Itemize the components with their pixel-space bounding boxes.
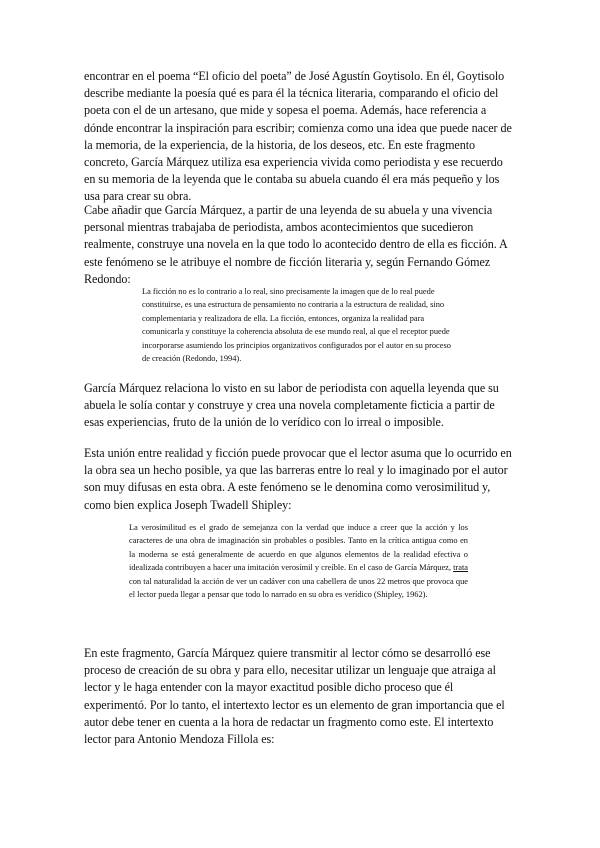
paragraph-goytisolo: encontrar en el poema “El oficio del poeta” de José Agustín Goytisolo. En él, Goytisolo describe mediante la poesía qué es para él la técnica literaria, comparando el oficio del poeta con el de un artesano, que mide y sopesa el poema. Además, hace referencia a dónde encontrar la inspiración para escribir; comienza como una idea que puede nacer de la memoria, de la experiencia, de la historia, de los deseos, etc. En este fragmento concreto, García Márquez utiliza esa experiencia vivida como periodista y ese recuerdo en su memoria de la leyenda que le contaba su abuela cuando él era más pequeño y los usa para crear su obra. <box>84 69 512 204</box>
quote-text-before: La verosimilitud es el grado de semejanza con la verdad que induce a creer que la acción y los caracteres de una obra de imaginación sin probables o posibles. Tanto en la crítica antigua como en la moderna se está generalmente de acuerdo en que algunos elementos de la realidad efectiva o idealizada contribuyen a hacer una imitación verosímil y creíble. En el caso de García Márquez, <box>129 523 468 573</box>
quote-text-after: con tal naturalidad la acción de ver un cadáver con una cabellera de unos 22 metros que provoca que el lector pueda llegar a pensar que todo lo narrado en su obra es verídico (Shipley, 1962). <box>129 576 468 600</box>
paragraph-ficcion-literaria: Cabe añadir que García Márquez, a partir de una leyenda de su abuela y una vivencia personal mientras trabajaba de periodista, ambos acontecimientos que sucedieron realmente, construye una novela en la que todo lo acontecido dentro de ella es ficción. A este fenómeno se le atribuye el nombre de ficción literaria y, según Fernando Gómez Redondo: <box>84 203 508 286</box>
quote-underlined-word: trata <box>453 563 468 573</box>
paragraph-relaciona: García Márquez relaciona lo visto en su labor de periodista con aquella leyenda que su abuela le solía contar y construye y crea una novela completamente ficticia a partir de esas experiencias, fruto de la unión de lo verídico con lo irreal o imposible. <box>84 381 499 430</box>
block-quote-redondo: La ficción no es lo contrario a lo real, sino precisamente la imagen que de lo real puede constituirse, es una estructura de pensamiento no contraria a la estructura de realidad, sino complementaria y realizadora de ella. La ficción, entonces, organiza la realidad para comunicarla y constituye la coherencia absoluta de ese mundo real, al que el receptor puede incorporarse asumiendo los principios organizativos configurados por el autor en su proceso de creación (Redondo, 1994). <box>142 287 451 364</box>
block-quote-shipley <box>129 521 468 601</box>
paragraph-intertexto: En este fragmento, García Márquez quiere transmitir al lector cómo se desarrolló ese proceso de creación de su obra y para ello, necesitar utilizar un lenguaje que atraiga al lector y le haga entender con la mayor exactitud posible dicho proceso que él experimentó. Por lo tanto, el intertexto lector es un elemento de gran importancia que el autor debe tener en cuenta a la hora de redactar un fragmento como este. El intertexto lector para Antonio Mendoza Fillola es: <box>84 646 505 747</box>
paragraph-verosimilitud: Esta unión entre realidad y ficción puede provocar que el lector asuma que lo ocurrido en la obra sea un hecho posible, ya que las barreras entre lo real y lo imaginado por el autor son muy difusas en esta obra. A este fenómeno se le denomina como verosimilitud y, como bien explica Joseph Twadell Shipley: <box>84 446 512 512</box>
